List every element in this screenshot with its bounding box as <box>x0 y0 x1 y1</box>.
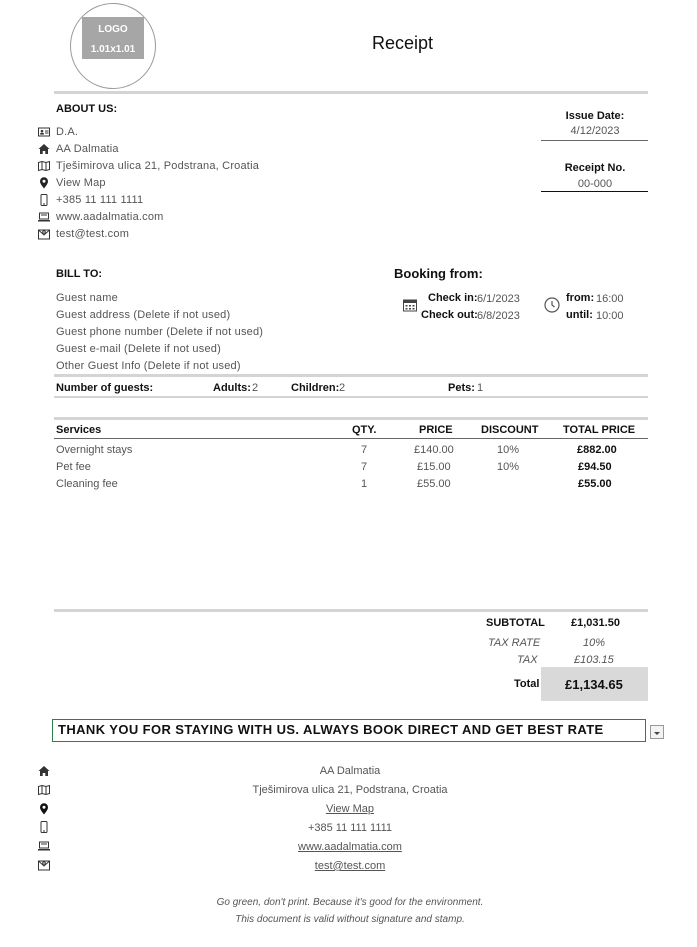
header-discount: DISCOUNT <box>481 424 539 436</box>
phone-icon <box>38 821 52 835</box>
tax-label: TAX <box>517 654 538 666</box>
service-price[interactable]: £55.00 <box>417 478 451 490</box>
about-phone: +385 11 111 1111 <box>56 194 144 206</box>
check-in-value[interactable]: 6/1/2023 <box>477 293 520 305</box>
guest-phone[interactable]: Guest phone number (Delete if not used) <box>56 326 264 338</box>
header-qty: QTY. <box>352 424 377 436</box>
calendar-icon <box>403 298 417 317</box>
guests-bottom-divider <box>54 396 648 398</box>
total-label: Total <box>514 678 540 690</box>
until-time[interactable]: 10:00 <box>596 310 624 322</box>
logo-placeholder <box>82 17 144 59</box>
service-total: £882.00 <box>577 444 617 456</box>
issue-date-underline <box>541 140 648 141</box>
service-qty[interactable]: 7 <box>361 444 368 456</box>
service-discount[interactable]: 10% <box>497 461 520 473</box>
guest-other-info[interactable]: Other Guest Info (Delete if not used) <box>56 360 241 372</box>
from-time[interactable]: 16:00 <box>596 293 624 305</box>
pets-count[interactable]: 1 <box>477 382 484 394</box>
about-view-map[interactable]: View Map <box>56 177 106 189</box>
check-out-label: Check out: <box>421 309 478 321</box>
issue-date-label: Issue Date: <box>565 110 625 122</box>
bill-to-heading: BILL TO: <box>56 268 103 280</box>
about-company: AA Dalmatia <box>56 143 119 155</box>
about-website[interactable]: www.aadalmatia.com <box>56 211 164 223</box>
about-heading: ABOUT US: <box>56 103 118 115</box>
guest-address[interactable]: Guest address (Delete if not used) <box>56 309 231 321</box>
total-value: £1,134.65 <box>565 677 623 692</box>
guest-email[interactable]: Guest e-mail (Delete if not used) <box>56 343 221 355</box>
subtotal-label: SUBTOTAL <box>486 617 545 629</box>
location-pin-icon <box>38 803 52 817</box>
check-out-value[interactable]: 6/8/2023 <box>477 310 520 322</box>
validity-note: This document is valid without signature and stamp. <box>235 914 465 925</box>
service-total: £55.00 <box>578 478 612 490</box>
service-discount[interactable]: 10% <box>497 444 520 456</box>
logo-size: 1.01x1.01 <box>90 44 136 55</box>
service-name[interactable]: Pet fee <box>56 461 91 473</box>
issue-date-value[interactable]: 4/12/2023 <box>570 125 620 137</box>
service-total: £94.50 <box>578 461 612 473</box>
footer-view-map-link[interactable]: View Map <box>325 803 375 815</box>
location-pin-icon <box>38 177 52 191</box>
children-label: Children: <box>291 382 340 394</box>
envelope-icon <box>38 228 52 242</box>
subtotal-value: £1,031.50 <box>571 617 620 629</box>
header-total: TOTAL PRICE <box>563 424 636 436</box>
map-icon <box>38 784 52 798</box>
totals-divider <box>54 609 648 612</box>
tax-rate-value[interactable]: 10% <box>583 637 606 649</box>
guest-name[interactable]: Guest name <box>56 292 118 304</box>
about-owner: D.A. <box>56 126 79 138</box>
receipt-no-value[interactable]: 00-000 <box>577 178 613 190</box>
pets-label: Pets: <box>448 382 475 394</box>
receipt-no-label: Receipt No. <box>564 162 626 174</box>
table-row <box>56 444 648 458</box>
service-name[interactable]: Overnight stays <box>56 444 133 456</box>
envelope-icon <box>38 859 52 873</box>
map-icon <box>38 160 52 174</box>
booking-heading: Booking from: <box>394 266 483 281</box>
about-address: Tješimirova ulica 21, Podstrana, Croatia <box>56 160 260 172</box>
tax-rate-label: TAX RATE <box>488 637 541 649</box>
service-qty[interactable]: 7 <box>361 461 368 473</box>
eco-note: Go green, don't print. Because it's good for the environment. <box>216 897 484 908</box>
footer-website-link[interactable]: www.aadalmatia.com <box>298 841 402 853</box>
id-card-icon <box>38 126 52 140</box>
services-header-underline <box>54 438 648 439</box>
home-icon <box>38 143 52 157</box>
check-in-label: Check in: <box>428 292 478 304</box>
adults-count[interactable]: 2 <box>252 382 259 394</box>
footer-address: Tješimirova ulica 21, Podstrana, Croatia <box>252 784 448 796</box>
service-price[interactable]: £140.00 <box>414 444 454 456</box>
services-header <box>56 424 648 438</box>
service-price[interactable]: £15.00 <box>417 461 451 473</box>
table-row <box>56 461 648 475</box>
guests-top-divider <box>54 374 648 377</box>
clock-icon <box>544 297 560 318</box>
services-top-divider <box>54 417 648 420</box>
home-icon <box>38 765 52 779</box>
children-count[interactable]: 2 <box>339 382 346 394</box>
footer-email-link[interactable]: test@test.com <box>314 860 386 872</box>
footer-phone: +385 11 111 1111 <box>307 822 393 834</box>
laptop-icon <box>38 840 52 854</box>
header-divider <box>54 91 648 94</box>
table-row <box>56 478 648 492</box>
phone-icon <box>38 194 52 208</box>
service-name[interactable]: Cleaning fee <box>56 478 118 490</box>
header-price: PRICE <box>419 424 453 436</box>
thank-you-banner[interactable]: THANK YOU FOR STAYING WITH US. ALWAYS BOOK DIRECT AND GET BEST RATE <box>52 719 646 742</box>
tax-value: £103.15 <box>574 654 614 666</box>
laptop-icon <box>38 211 52 225</box>
from-label: from: <box>566 292 595 304</box>
banner-dropdown-button[interactable] <box>650 725 664 739</box>
until-label: until: <box>566 309 593 321</box>
service-qty[interactable]: 1 <box>361 478 368 490</box>
receipt-no-underline <box>541 191 648 192</box>
header-service: Services <box>56 424 102 436</box>
chevron-down-icon <box>651 727 663 739</box>
footer-company: AA Dalmatia <box>319 765 381 777</box>
page-title: Receipt <box>372 33 434 53</box>
logo-label: LOGO <box>98 24 128 35</box>
adults-label: Adults: <box>213 382 251 394</box>
guests-label: Number of guests: <box>56 382 154 394</box>
about-email[interactable]: test@test.com <box>56 228 130 240</box>
